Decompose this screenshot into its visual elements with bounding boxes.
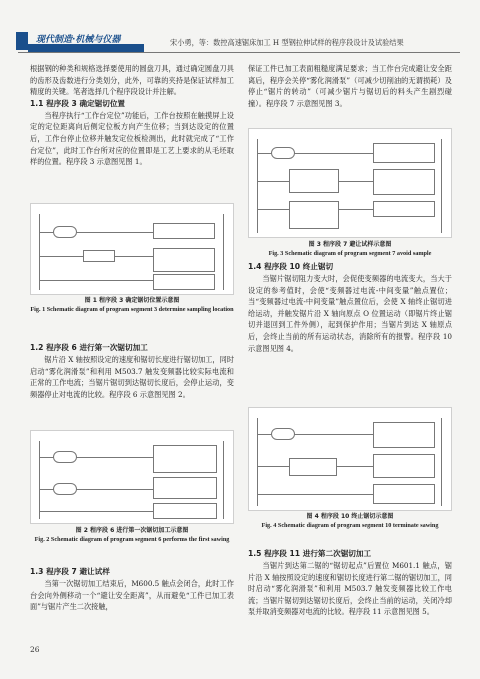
right-column-middle: [248, 261, 452, 354]
continued-paragraph: 保证工件已加工表面粗糙度满足要求；当工作台完成避让安全距离后，程序会关停“雾化润滑泵”（可减少切削油的无谓损耗）及停止“锯片的转动”（可减少锯片与锯切后的料头产生剧烈碰撞）。程序段 7 示意图见图 3。: [248, 64, 452, 108]
logo-mark: [16, 32, 28, 50]
section-1-1-text: 当程序执行“工作台定位”功能后，工作台按照在触摸屏上设定的定位距离向后侧定位板方向产生位移；当到达设定的位置后，工作台停止位移并触发定位板检测出，此时就完成了“工作台定位”，此时工作台所对应的位置即是工艺上要求的从毛坯取样的位置。程序段 3 示意图见图 1。: [30, 110, 234, 167]
figure-4-caption-en: Fig. 4 Schematic diagram of program segment 10 terminate sawing: [261, 522, 439, 529]
left-column-middle: [30, 342, 234, 400]
running-title: 宋小勇，等：数控高速锯床加工 H 型钢拉伸试样的程序段设计及试验结果: [170, 38, 404, 47]
right-column-top: [248, 63, 452, 109]
figure-3-diagram: [248, 128, 452, 238]
logo-bar: [28, 44, 144, 52]
left-column-bottom: [30, 566, 234, 613]
left-column-top: [30, 63, 234, 168]
figure-1-caption-en: Fig. 1 Schematic diagram of program segment 3 determine sampling location: [30, 306, 234, 313]
figure-2-caption-cn: 图 2 程序段 6 进行第一次锯切加工示意图: [75, 527, 189, 534]
section-1-2-text: 锯片沿 X 轴按照设定的速度和锯切长度进行锯切加工，同时启动“雾化润滑泵”和利用 M503.7 触发变频器比较实际电流和正常的工作电流；当锯片锯切到达锯切长度后，会停止运动，变频器停止对电流的比较。程序段 6 示意图见图 2。: [30, 355, 234, 399]
figure-4-caption-cn: 图 4 程序段 10 终止锯切示意图: [306, 513, 394, 520]
section-1-2-heading: 1.2 程序段 6 进行第一次锯切加工: [30, 343, 148, 352]
intro-paragraph: 根据钢的种类和规格选择要使用的圆盘刀具，通过确定圆盘刀具的齿形及齿数进行分类划分，此外，可靠的夹持是保证试样加工精度的关键。笔者选择几个程序段设计并注解。: [30, 64, 234, 97]
right-column-bottom: [248, 548, 452, 618]
figure-1-diagram: [30, 203, 234, 295]
figure-4-caption: [248, 512, 452, 530]
page-number: 26: [30, 645, 40, 654]
figure-3-caption: [248, 240, 452, 258]
section-1-3-text: 当第一次锯切加工结束后，M600.5 触点会闭合，此时工作台会向外侧移动一个“避让安全距离”，从而避免“工件已加工表面”与锯片产生二次接触，: [30, 579, 234, 612]
figure-2-diagram: [30, 430, 234, 524]
figure-1-caption: [30, 296, 234, 314]
figure-1-caption-cn: 图 1 程序段 3 确定锯切位置示意图: [84, 297, 180, 304]
figure-2-caption-en: Fig. 2 Schematic diagram of program segment 6 performs the first sawing: [34, 536, 230, 543]
figure-3-caption-cn: 图 3 程序段 7 避让试样示意图: [308, 241, 392, 248]
figure-2-caption: [30, 526, 234, 544]
section-1-4-heading: 1.4 程序段 10 终止锯切: [248, 262, 334, 271]
journal-logo-text: 现代制造·机械与仪器: [36, 35, 121, 45]
header-rule: [18, 52, 460, 53]
section-1-1-heading: 1.1 程序段 3 确定锯切位置: [30, 98, 126, 108]
journal-logo: [16, 32, 144, 52]
section-1-4-text: 当锯片锯切阻力变大时，会促使变频器的电流变大，当大于设定的参考值时，会使“变频器过电流-中间变量”触点置位；当“变频器过电流-中间变量”触点置位后，会使 X 轴终止锯切进给运动，并触发锯片沿 X 轴向原点 O 位置运动（即锯片终止锯切并退回到工件外侧），起到保护作用；当锯片到达 X 轴原点后，会终止当前的所有运动状态，消除所有的报警。程序段 10 示意图见图 4。: [248, 274, 452, 353]
section-1-5-text: 当锯片到达第二锯的“锯切起点”后置位 M601.1 触点，锯片沿 X 轴按照设定的速度和锯切长度进行第二锯的锯切加工，同时启动“雾化润滑泵”和利用 M503.7 触发变频器比较工作电流；当锯片锯切到达锯切长度后，会终止当前的运动，关闭冷却泵并取消变频器对电流的比较。程序段 11 示意图见图 5。: [248, 561, 452, 617]
section-1-3-heading: 1.3 程序段 7 避让试样: [30, 567, 110, 576]
section-1-5-heading: 1.5 程序段 11 进行第二次锯切加工: [248, 549, 372, 558]
figure-4-diagram: [248, 407, 452, 511]
figure-3-caption-en: Fig. 3 Schematic diagram of program segment 7 avoid sample: [268, 250, 432, 257]
